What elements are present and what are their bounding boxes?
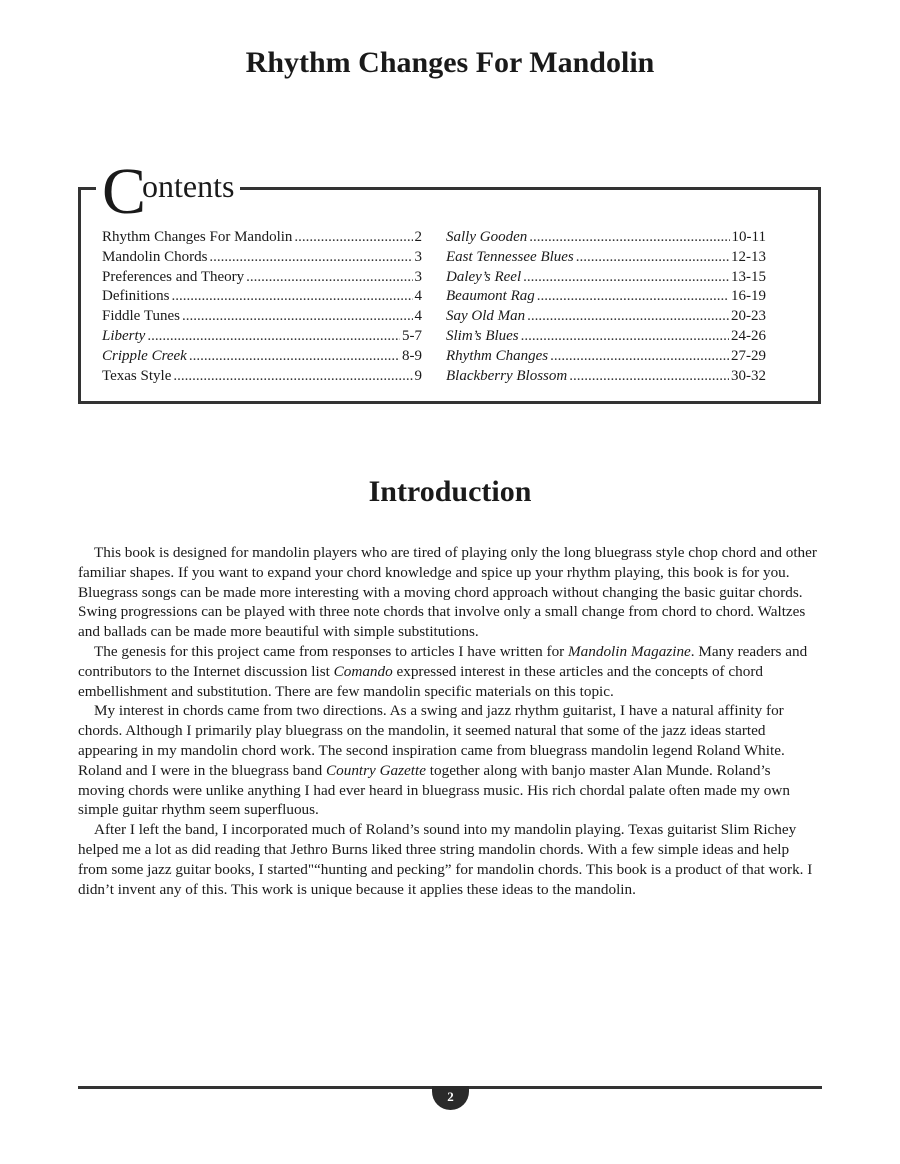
toc-leader-dots (173, 368, 412, 385)
toc-left-column (102, 229, 422, 387)
toc-entry-title: Rhythm Changes For Mandolin (102, 229, 293, 245)
toc-entry (102, 308, 422, 328)
toc-entry (446, 249, 766, 269)
toc-leader-dots (209, 249, 412, 266)
intro-p3-text-c: together along with banjo master Alan Munde. Roland’s moving chords were unlike anything I had ever heard in bluegrass music. His rich chordal palate often made my own simple guitar rhythm seem superfluous. (78, 761, 790, 819)
toc-entry (446, 229, 766, 249)
toc-leader-dots (294, 229, 412, 246)
toc-entry-page: 2 (414, 229, 422, 245)
contents-heading-initial: C (102, 155, 143, 228)
magazine-title: Mandolin Magazine (568, 642, 691, 660)
toc-entry (446, 328, 766, 348)
toc-leader-dots (569, 368, 729, 385)
discussion-list-name: Comando (333, 662, 393, 680)
toc-entry-title: Definitions (102, 288, 170, 305)
toc-entry (102, 269, 422, 289)
toc-leader-dots (537, 288, 729, 305)
toc-entry (102, 328, 422, 348)
intro-paragraph-2 (78, 642, 820, 701)
toc-entry-title: Preferences and Theory (102, 268, 245, 285)
toc-entry-page: 24-26 (731, 327, 766, 344)
contents-heading-rest: ontents (142, 168, 235, 204)
toc-entry-title: Rhythm Changes (446, 347, 549, 364)
toc-entry-title: Mandolin Chords (102, 248, 208, 265)
toc-leader-dots (576, 249, 729, 266)
toc-entry-page: 9 (414, 367, 422, 384)
toc-entry-page: 4 (414, 288, 422, 305)
toc-entry (102, 368, 422, 388)
toc-leader-dots (182, 308, 413, 325)
toc-entry-page: 10-11 (731, 229, 766, 245)
contents-heading (96, 150, 240, 228)
toc-entry (102, 288, 422, 308)
toc-leader-dots (246, 269, 412, 286)
intro-p2-text-e: expressed interest in these articles and the concepts of chord embellishment and substitution. There are few mandolin specific materials on this topic. (78, 662, 763, 700)
toc-entry (102, 249, 422, 269)
toc-entry-title: East Tennessee Blues (446, 248, 574, 265)
toc-entry (446, 288, 766, 308)
toc-right-column (446, 229, 766, 387)
toc-entry (446, 348, 766, 368)
toc-entry (102, 348, 422, 368)
toc-entry-page: 13-15 (731, 268, 766, 285)
toc-leader-dots (527, 308, 729, 325)
toc-entry-page: 4 (414, 308, 422, 325)
toc-leader-dots (529, 229, 729, 246)
toc-entry-page: 20-23 (731, 308, 766, 325)
page-number-tab: 2 (432, 1086, 469, 1110)
toc-entry-title: Beaumont Rag (446, 288, 535, 305)
toc-entry-page: 30-32 (731, 367, 766, 384)
toc-entry-page: 3 (414, 268, 422, 285)
toc-leader-dots (521, 328, 729, 345)
toc-entry-title: Blackberry Blossom (446, 367, 568, 384)
toc-entry-page: 16-19 (731, 288, 766, 305)
toc-leader-dots (172, 288, 413, 305)
toc-entry-page: 8-9 (402, 347, 422, 364)
page-title: Rhythm Changes For Mandolin (245, 46, 655, 79)
toc-entry (102, 229, 422, 249)
toc-entry-page: 3 (414, 248, 422, 265)
toc-entry-title: Liberty (102, 327, 146, 344)
intro-p2-text-c: . Many readers and contributors to the Internet discussion list (78, 642, 808, 680)
toc-entry (446, 269, 766, 289)
toc-entry (446, 308, 766, 328)
toc-entry-title: Cripple Creek (102, 347, 187, 364)
toc-entry-title: Texas Style (102, 367, 172, 384)
toc-entry-page: 5-7 (402, 327, 422, 344)
toc-leader-dots (523, 269, 729, 286)
toc-entry-page: 12-13 (731, 248, 766, 265)
toc-leader-dots (189, 348, 400, 365)
intro-paragraph-1: This book is designed for mandolin players who are tired of playing only the long bluegrass style chop chord and other familiar shapes. If you want to expand your chord knowledge and spice up your rhythm playing, this book is for you. Bluegrass songs can be made more interesting with a moving chord approach without changing the basic guitar chords. Swing progressions can be played with three note chords that involve only a small change from chord to chord. Waltzes and ballads can be made more beautiful with simple substitutions. (78, 544, 817, 641)
toc-entry (446, 368, 766, 388)
toc-leader-dots (147, 328, 400, 345)
toc-leader-dots (550, 348, 729, 365)
introduction-heading: Introduction (368, 475, 532, 508)
intro-p2-text-a: The genesis for this project came from responses to articles I have written for (94, 642, 569, 660)
toc-entry-title: Say Old Man (446, 308, 526, 325)
toc-entry-title: Slim’s Blues (446, 327, 519, 344)
introduction-body (78, 543, 820, 899)
toc-entry-title: Fiddle Tunes (102, 308, 180, 325)
intro-p3-text-a: My interest in chords came from two directions. As a swing and jazz rhythm guitarist, I have a natural affinity for chords. Although I primarily play bluegrass on the mandolin, it seemed natural that some of the jazz ideas started appearing in my mandolin chord work. The second inspiration came from bluegrass mandolin legend Roland White. Roland and I were in the bluegrass band (78, 702, 785, 779)
intro-paragraph-3 (78, 701, 820, 820)
toc-entry-title: Daley’s Reel (446, 268, 522, 285)
toc-entry-page: 27-29 (731, 347, 766, 364)
band-name: Country Gazette (326, 761, 426, 779)
toc-entry-title: Sally Gooden (446, 229, 528, 245)
intro-paragraph-4: After I left the band, I incorporated much of Roland’s sound into my mandolin playing. Texas guitarist Slim Richey helped me a lot as did reading that Jethro Burns liked three string mandolin chords. With a few simple ideas and help from some jazz guitar books, I started"“hunting and pecking” for mandolin chords. This book is a product of that work. I didn’t invent any of this. This work is unique because it applies these ideas to the mandolin. (78, 821, 813, 898)
